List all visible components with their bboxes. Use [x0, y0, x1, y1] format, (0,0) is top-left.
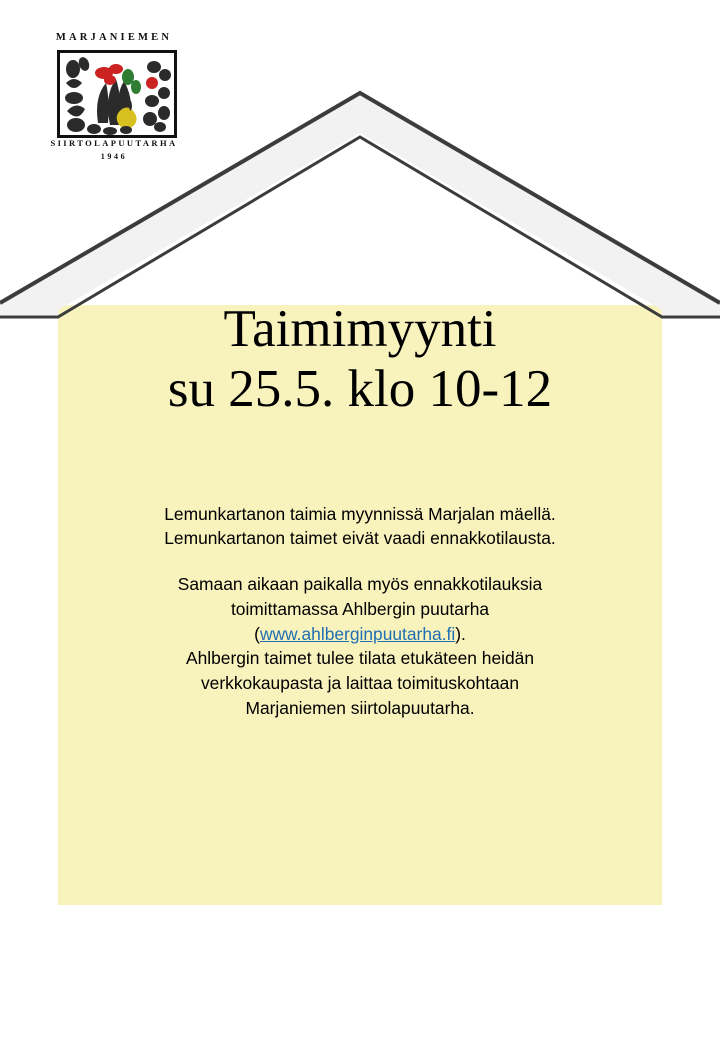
p2-line-2: toimittamassa Ahlbergin puutarha — [230, 598, 490, 619]
logo-year-text: 1946 — [100, 152, 128, 161]
page-title — [60, 300, 660, 420]
logo-top-text: MARJANIEMEN — [55, 32, 173, 43]
marjaniemen-siirtolapuutarha-logo — [34, 28, 194, 168]
p2-paren-open: ( — [254, 623, 260, 644]
logo-emblem-icon — [57, 50, 177, 138]
p1-line-2: Lemunkartanon taimet eivät vaadi ennakkotilausta. — [164, 528, 556, 549]
p2-line-5: verkkokaupasta ja laittaa toimituskohtaan — [200, 672, 520, 693]
p1-line-1: Lemunkartanon taimia myynnissä Marjalan mäellä. — [164, 503, 556, 524]
logo-bottom-text: SIIRTOLAPUUTARHA — [50, 138, 178, 148]
poster-body — [60, 502, 660, 721]
p2-line-6: Marjaniemen siirtolapuutarha. — [245, 697, 475, 718]
ahlberginpuutarha-link[interactable]: www.ahlberginpuutarha.fi — [259, 623, 456, 644]
p2-paren-close: ). — [455, 623, 466, 644]
paragraph-ahlberg — [60, 572, 660, 720]
title-line-2: su 25.5. klo 10-12 — [167, 359, 553, 418]
paragraph-lemunkartano — [60, 502, 660, 551]
title-line-1: Taimimyynti — [223, 300, 497, 358]
p2-line-4: Ahlbergin taimet tulee tilata etukäteen heidän — [185, 648, 535, 669]
p2-line-1: Samaan aikaan paikalla myös ennakkotilauksia — [177, 574, 543, 595]
poster-content — [60, 300, 660, 720]
